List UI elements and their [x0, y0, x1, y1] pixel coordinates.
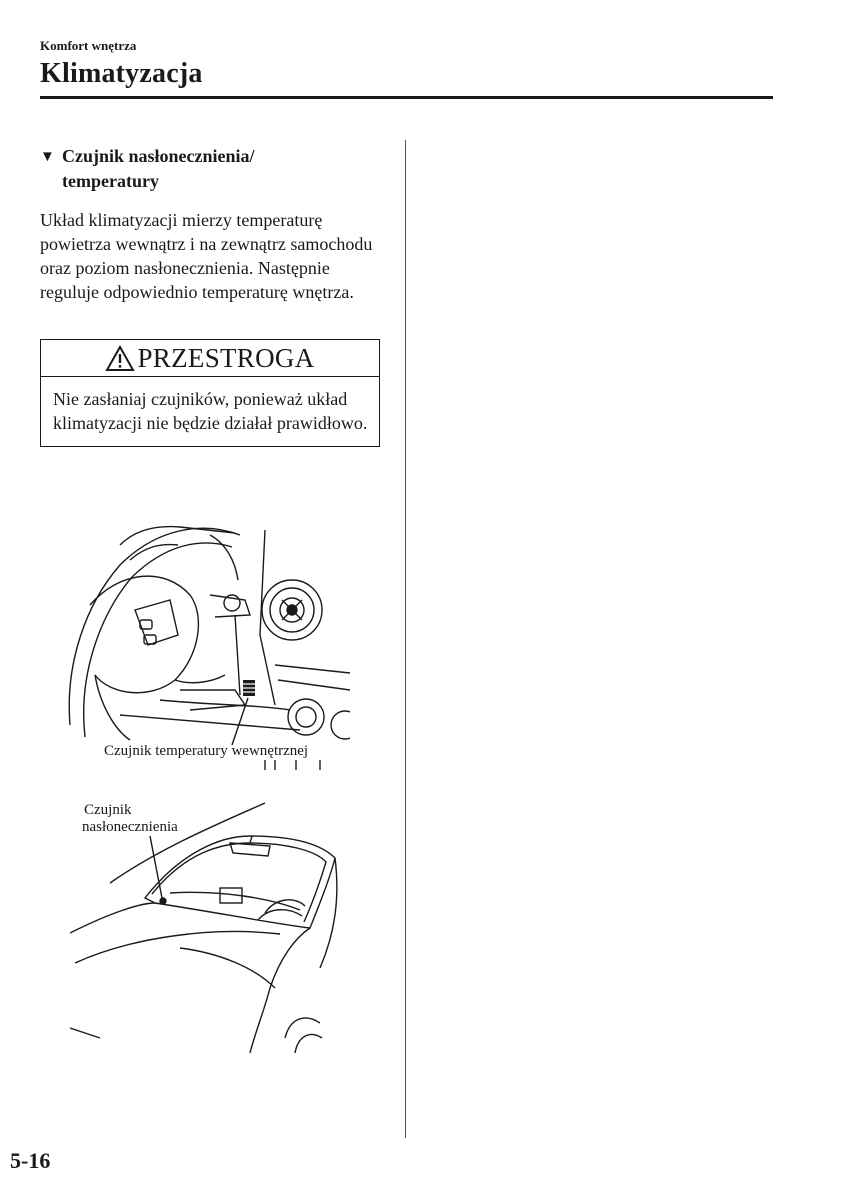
- sunlight-sensor-label-line2: nasłonecznienia: [82, 819, 178, 835]
- section-heading-line1: Czujnik nasłonecznienia/: [62, 146, 255, 166]
- section-paragraph: Układ klimatyzacji mierzy temperaturę powietrza wewnątrz i na zewnątrz samochodu oraz poziom nasłonecznienia. Następnie reguluje odpowiednio temperaturę wnętrza.: [40, 210, 373, 302]
- sunlight-sensor-figure: [70, 798, 350, 1053]
- warning-triangle-icon: [105, 345, 135, 372]
- header-rule: [40, 96, 773, 99]
- page-number: 5-16: [10, 1148, 51, 1173]
- interior-sensor-figure: [60, 515, 350, 775]
- caution-title: PRZESTROGA: [137, 342, 315, 373]
- section-heading-line2: temperatury: [62, 171, 159, 191]
- sensor-section: [40, 144, 385, 304]
- caution-box: [40, 339, 380, 447]
- caution-header: [41, 340, 379, 377]
- sunlight-sensor-label-line1: Czujnik: [84, 802, 132, 818]
- page-header: [40, 38, 203, 90]
- page-title: Klimatyzacja: [40, 58, 203, 89]
- section-kicker: Komfort wnętrza: [40, 38, 137, 53]
- column-divider: [405, 140, 406, 1138]
- windshield-illustration: [70, 798, 350, 1053]
- caution-text: Nie zasłaniaj czujników, ponieważ układ klimatyzacji nie będzie działał prawidłowo.: [53, 389, 368, 433]
- interior-sensor-label: Czujnik temperatury wewnętrznej: [104, 743, 309, 759]
- section-heading: [40, 144, 385, 194]
- dashboard-illustration: [60, 515, 350, 775]
- down-triangle-icon: ▼: [40, 149, 55, 165]
